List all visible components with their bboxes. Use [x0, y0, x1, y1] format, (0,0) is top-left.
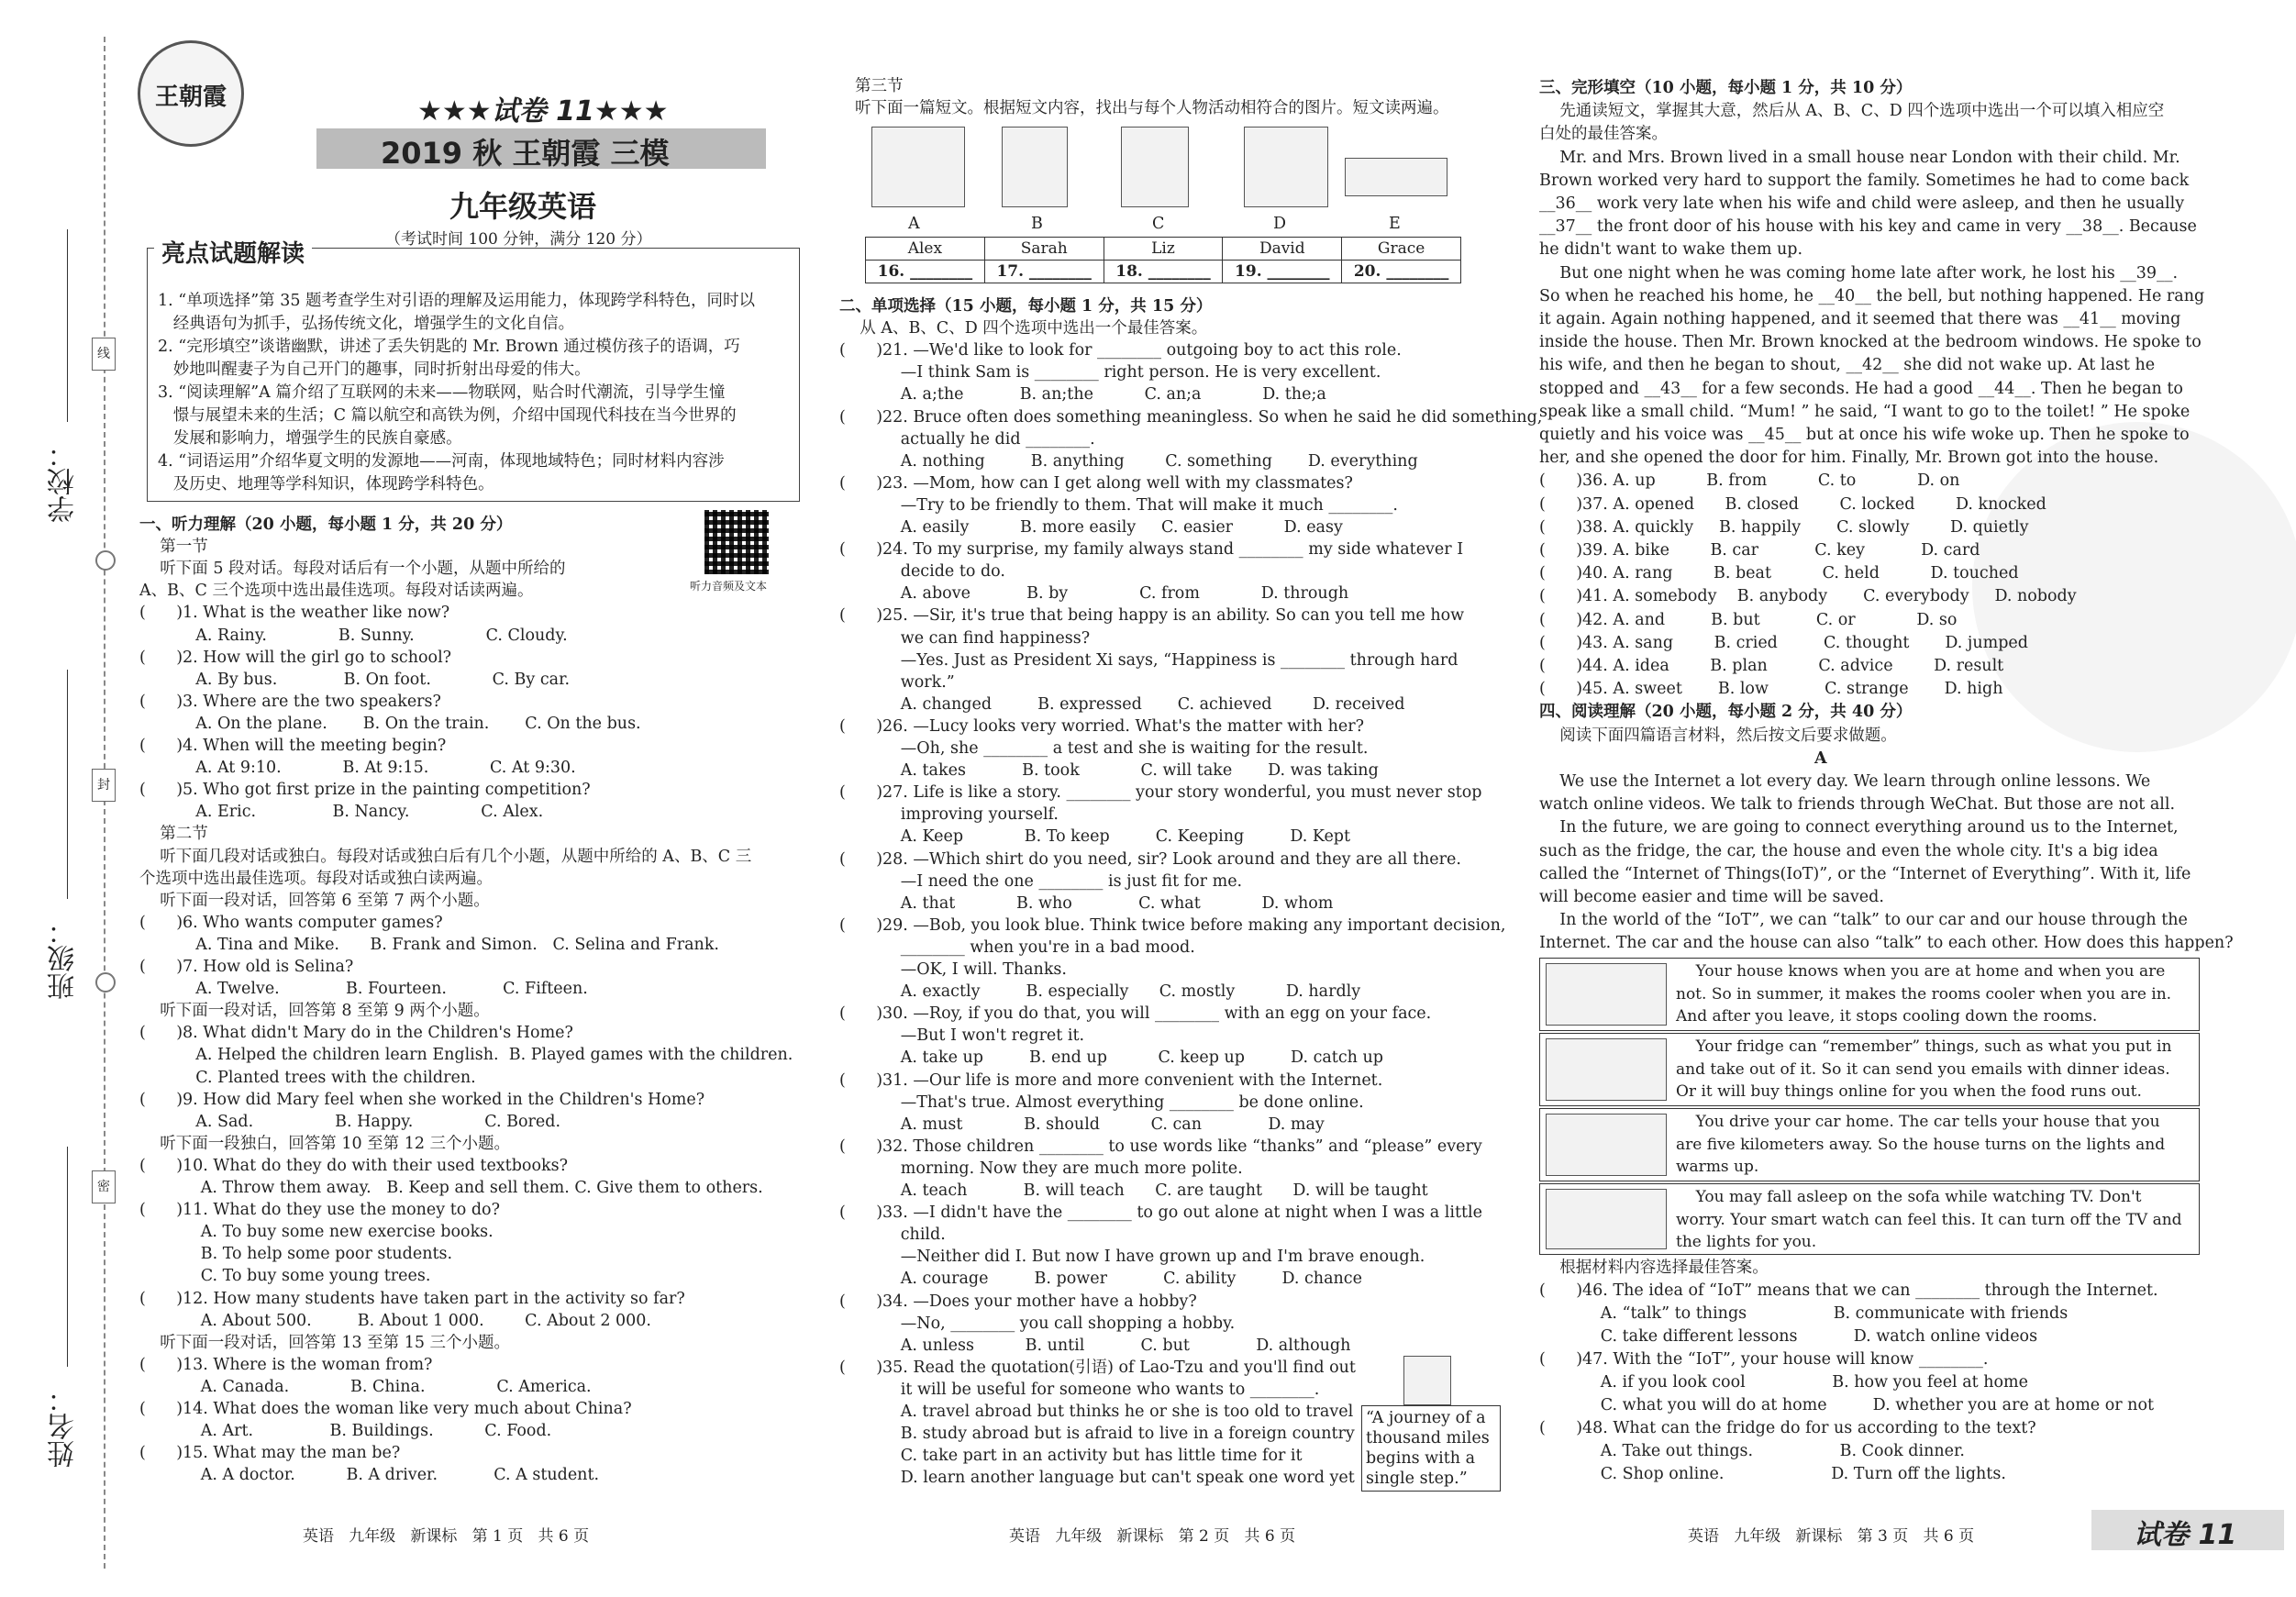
iot-line: And after you leave, it stops cooling down the rooms.	[1676, 1007, 2098, 1026]
picture-letter: A	[908, 215, 920, 233]
question-line: A. that B. who C. what D. whom	[839, 893, 1334, 913]
passage-line: ( )37. A. opened B. closed C. locked D. knocked	[1539, 494, 2046, 514]
picture-letter: B	[1031, 215, 1043, 233]
passage-line: ( )39. A. bike B. car C. key D. card	[1539, 541, 1980, 560]
text-line: 听下面一段对话，回答第 8 至第 9 两个小题。	[139, 1002, 490, 1021]
passage-line: 阅读下面四篇语言材料，然后按文后要求做题。	[1539, 726, 1897, 745]
lao-tzu-picture	[1403, 1356, 1451, 1405]
name-label: 姓名：	[48, 1385, 80, 1468]
question-line: —I need the one ________ is just fit for me.	[839, 871, 1243, 891]
question-line: ( )35. Read the quotation(引语) of Lao-Tzu and you'll find out	[839, 1358, 1356, 1377]
question-line: 二、单项选择（15 小题，每小题 1 分，共 15 分）	[839, 297, 1213, 316]
text-line: A. About 500. B. About 1 000. C. About 2 000.	[139, 1311, 651, 1330]
iot-line: Your fridge can “remember” things, such as what you put in	[1676, 1037, 2172, 1056]
school-field[interactable]	[67, 229, 68, 422]
seal-seal-mark: 封	[92, 769, 116, 802]
text-line: A. Rainy. B. Sunny. C. Cloudy.	[139, 626, 568, 645]
passage-line: In the world of the “IoT”, we can “talk” to our car and our house through the	[1539, 911, 2188, 930]
question-line: ( )33. —I didn't have the ________ to go out alone at night when I was a little	[839, 1203, 1483, 1223]
passage-line: But one night when he was coming home late after work, he lost his __39__.	[1539, 263, 2179, 283]
name-cell: Liz	[1104, 238, 1223, 261]
question-line: —No, ________ you call shopping a hobby.	[839, 1314, 1236, 1333]
text-line: 听下面一篇短文。根据短文内容，找出与每个人物活动相符合的图片。短文读两遍。	[855, 99, 1449, 117]
iot-picture	[1546, 1189, 1667, 1249]
seal-line-mark: 线	[92, 338, 116, 371]
passage-line: 四、阅读理解（20 小题，每小题 2 分，共 40 分）	[1539, 703, 1913, 722]
iot-panel	[1539, 1033, 2200, 1106]
school-label: 学校：	[48, 440, 80, 523]
text-line: A. On the plane. B. On the train. C. On the bus.	[139, 714, 641, 733]
text-line: 听下面一段对话，回答第 6 至第 7 两个小题。	[139, 891, 490, 910]
logo-seal	[138, 40, 244, 147]
question-line: ( )27. Life is like a story. ________ your story wonderful, you must never stop	[839, 783, 1482, 803]
text-line: A. Helped the children learn English. B. Played games with the children.	[139, 1046, 793, 1065]
quote-box	[1361, 1405, 1501, 1492]
highlight-line: 及历史、地理等学科知识，体现跨学科特色。	[158, 475, 494, 494]
question-line: morning. Now they are much more polite.	[839, 1159, 1243, 1178]
question-line: —I think Sam is ________ right person. He is very excellent.	[839, 363, 1381, 383]
text-line: ( )8. What didn't Mary do in the Children's Home?	[139, 1024, 573, 1043]
text-line: ( )13. Where is the woman from?	[139, 1355, 433, 1374]
text-line: 听下面一段对话，回答第 13 至第 15 三个小题。	[139, 1333, 511, 1352]
text-line: ( )5. Who got first prize in the painting competition?	[139, 781, 591, 800]
question-line: —Oh, she ________ a test and she is waiting for the result.	[839, 739, 1369, 758]
question-line: ( )29. —Bob, you look blue. Think twice before making any important decision,	[839, 915, 1506, 935]
highlight-line: 妙地叫醒妻子为自己开门的趣事，同时折射出母爱的伟大。	[158, 360, 591, 379]
iot-line: are five kilometers away. So the house turns on the lights and	[1676, 1135, 2166, 1154]
quote-line: single step.”	[1366, 1469, 1468, 1488]
cut-line	[104, 37, 105, 1569]
passage-line: ( )36. A. up B. from C. to D. on	[1539, 471, 1960, 491]
name-cell: Grace	[1342, 238, 1461, 261]
question-line: —Yes. Just as President Xi says, “Happiness is ________ through hard	[839, 650, 1459, 670]
passage-line: he didn't want to wake them up.	[1539, 240, 1803, 260]
question-line: ( )24. To my surprise, my family always stand ________ my side whatever I	[839, 540, 1464, 560]
quote-line: thousand miles	[1366, 1429, 1490, 1447]
passage-line: her, and she opened the door for him. Finally, Mr. Brown got into the house.	[1539, 449, 2159, 468]
punch-hole	[95, 550, 116, 571]
passage-line: such as the fridge, the car, the house and even the whole city. It's a big idea	[1539, 841, 2158, 860]
passage-line: Brown worked very hard to support the family. Sometimes he had to come back	[1539, 171, 2190, 190]
page-footer-1: 英语 九年级 新课标 第 1 页 共 6 页	[303, 1527, 590, 1546]
question-line: A. takes B. took C. will take D. was taking	[839, 761, 1379, 781]
text-line: A. A doctor. B. A driver. C. A student.	[139, 1466, 600, 1485]
question-line: —Try to be friendly to them. That will make it much ________.	[839, 495, 1398, 515]
text-line: ( )2. How will the girl go to school?	[139, 648, 452, 667]
iot-line: worry. Your smart watch can feel this. It can turn off the TV and	[1676, 1210, 2182, 1229]
passage-line: called the “Internet of Things(IoT)”, or the “Internet of Everything”. With it, life	[1539, 864, 2191, 883]
question-line: —That's true. Almost everything ________ be done online.	[839, 1092, 1364, 1112]
iot-line: You may fall asleep on the sofa while watching TV. Don't	[1676, 1188, 2142, 1206]
passage-line: ( )38. A. quickly B. happily C. slowly D. quietly	[1539, 517, 2029, 537]
text-line: ( )12. How many students have taken part in the activity so far?	[139, 1289, 685, 1308]
passage-line: watch online videos. We talk to friends through WeChat. But those are not all.	[1539, 795, 2176, 815]
question-line: —But I won't regret it.	[839, 1026, 1085, 1046]
passage-line: inside the house. Then Mr. Brown knocked at the bedroom windows. He spoke to	[1539, 333, 2202, 352]
picture-letter: D	[1273, 215, 1287, 233]
text-line: A、B、C 三个选项中选出最佳选项。每段对话读两遍。	[139, 582, 534, 601]
logo-text: 王朝霞	[154, 83, 227, 111]
name-field[interactable]	[67, 1147, 68, 1367]
text-line: ( )6. Who wants computer games?	[139, 913, 443, 932]
passage-line: ( )45. A. sweet B. low C. strange D. high	[1539, 680, 2003, 699]
passage-line: stopped and __43__ for a few seconds. He had a good __44__. Then he began to	[1539, 379, 2183, 398]
question-line: 根据材料内容选择最佳答案。	[1539, 1259, 1769, 1277]
exam-title: 2019 秋 王朝霞 三模	[381, 136, 670, 171]
highlight-line: 4. “词语运用”介绍华夏文明的发源地——河南，体现地域特色；同时材料内容涉	[158, 452, 725, 471]
exam-badge: ★★★试卷 11★★★	[417, 95, 669, 128]
text-line: ( )3. Where are the two speakers?	[139, 692, 441, 711]
text-line: A. Canada. B. China. C. America.	[139, 1377, 592, 1396]
name-cell: Alex	[866, 238, 985, 261]
question-line: A. take up B. end up C. keep up D. catch up	[839, 1048, 1383, 1068]
iot-line: You drive your car home. The car tells your house that you	[1676, 1113, 2160, 1131]
text-line: A. At 9:10. B. At 9:15. C. At 9:30.	[139, 759, 576, 778]
text-line: C. Planted trees with the children.	[139, 1068, 476, 1087]
question-line: ( )47. With the “IoT”, your house will know ________.	[1539, 1350, 1989, 1369]
question-line: ( )25. —Sir, it's true that being happy is an ability. So can you tell me how	[839, 606, 1465, 626]
text-line: B. To help some poor students.	[139, 1245, 453, 1264]
iot-line: not. So in summer, it makes the rooms cooler when you are in.	[1676, 984, 2172, 1004]
text-line: A. Sad. B. Happy. C. Bored.	[139, 1112, 561, 1131]
answer-cell[interactable]: 18. ________	[1104, 261, 1223, 283]
exam-time: （考试时间 100 分钟，满分 120 分）	[385, 230, 652, 249]
passage-line: ( )41. A. somebody B. anybody C. everybody D. nobody	[1539, 587, 2077, 606]
question-line: ( )28. —Which shirt do you need, sir? Look around and they are all there.	[839, 849, 1461, 869]
text-line: 听下面几段对话或独白。每段对话或独白后有几个小题，从题中所给的 A、B、C 三	[139, 847, 752, 866]
text-line: ( )11. What do they use the money to do?	[139, 1201, 500, 1220]
question-line: A. teach B. will teach C. are taught D. will be taught	[839, 1181, 1428, 1200]
passage-line: __36__ work very late when his wife and child were asleep, and then he usually	[1539, 194, 2185, 213]
text-line: A. Eric. B. Nancy. C. Alex.	[139, 803, 544, 822]
question-line: actually he did ________.	[839, 429, 1095, 449]
highlight-line: 发展和影响力，增强学生的民族自豪感。	[158, 429, 462, 448]
passage-line: In the future, we are going to connect everything around us to the Internet,	[1539, 818, 2179, 837]
question-line: D. learn another language but can't speak one word yet	[839, 1469, 1355, 1488]
text-line: A. Twelve. B. Fourteen. C. Fifteen.	[139, 980, 588, 999]
question-line: A. Take out things. B. Cook dinner.	[1539, 1442, 1965, 1460]
question-line: —OK, I will. Thanks.	[839, 960, 1067, 979]
text-line: A. Art. B. Buildings. C. Food.	[139, 1422, 552, 1441]
quote-line: begins with a	[1366, 1449, 1476, 1468]
iot-picture	[1546, 963, 1667, 1026]
passage-line: ( )43. A. sang B. cried C. thought D. jumped	[1539, 633, 2028, 652]
question-line: ( )34. —Does your mother have a hobby?	[839, 1292, 1197, 1311]
passage-line: will become easier and time will be saved.	[1539, 888, 1884, 906]
iot-line: the lights for you.	[1676, 1233, 1817, 1251]
picture-e	[1345, 158, 1447, 196]
passage-line: quietly and his voice was __45__ but at once his wife woke up. Then he spoke to	[1539, 426, 2190, 444]
name-cell: Sarah	[984, 238, 1104, 261]
highlights-title: 亮点试题解读	[154, 235, 312, 269]
passage-line: ( )44. A. idea B. plan C. advice D. result	[1539, 657, 2004, 675]
highlight-line: 3. “阅读理解”A 篇介绍了互联网的未来——物联网，贴合时代潮流，引导学生憧	[158, 383, 726, 402]
picture-b	[1002, 127, 1068, 207]
class-field[interactable]	[67, 670, 68, 899]
question-line: ( )32. Those children ________ to use words like “thanks” and “please” every	[839, 1137, 1482, 1156]
question-line: A. travel abroad but thinks he or she is too old to travel	[839, 1403, 1354, 1421]
question-line: A. Keep B. To keep C. Keeping D. Kept	[839, 827, 1351, 847]
punch-hole	[95, 972, 116, 993]
question-line: A. “talk” to things B. communicate with friends	[1539, 1304, 2069, 1323]
picture-a	[871, 127, 965, 207]
question-line: A. unless B. until C. but D. although	[839, 1336, 1351, 1355]
question-line: A. must B. should C. can D. may	[839, 1115, 1325, 1134]
question-line: ( )30. —Roy, if you do that, you will ________ with an egg on your face.	[839, 1004, 1432, 1024]
question-line: ( )46. The idea of “IoT” means that we can ________ through the Internet.	[1539, 1281, 2158, 1300]
passage-line: So when he reached his home, he __40__ the bell, but nothing happened. He rang	[1539, 286, 2205, 305]
picture-c	[1121, 127, 1189, 207]
question-line: ( )48. What can the fridge do for us according to the text?	[1539, 1419, 2036, 1437]
page-footer-2: 英语 九年级 新课标 第 2 页 共 6 页	[1009, 1527, 1296, 1546]
text-line: ( )7. How old is Selina?	[139, 958, 354, 976]
quote-line: “A journey of a	[1366, 1409, 1486, 1427]
passage-line: 先通读短文，掌握其大意，然后从 A、B、C、D 四个选项中选出一个可以填入相应空	[1539, 102, 2165, 121]
question-line: ( )31. —Our life is more and more convenient with the Internet.	[839, 1070, 1383, 1090]
question-line: ( )23. —Mom, how can I get along well with my classmates?	[839, 473, 1353, 493]
question-line: work.”	[839, 672, 955, 692]
text-line: 第一节	[139, 538, 208, 557]
question-line: decide to do.	[839, 562, 1005, 582]
question-line: ( )21. —We'd like to look for ________ outgoing boy to act this role.	[839, 341, 1402, 360]
text-line: ( )10. What do they do with their used textbooks?	[139, 1156, 568, 1175]
passage-line: 三、完形填空（10 小题，每小题 1 分，共 10 分）	[1539, 79, 1913, 97]
question-line: C. take part in an activity but has little time for it	[839, 1447, 1303, 1466]
highlight-line: 憬与展望未来的生活；C 篇以航空和高铁为例，介绍中国现代科技在当今世界的	[158, 406, 737, 425]
text-line: ( )1. What is the weather like now?	[139, 604, 450, 623]
text-line: C. To buy some young trees.	[139, 1267, 431, 1286]
passage-line: We use the Internet a lot every day. We learn through online lessons. We	[1539, 772, 2151, 791]
page-footer-3: 英语 九年级 新课标 第 3 页 共 6 页	[1688, 1527, 1975, 1546]
answer-cell[interactable]: 17. ________	[984, 261, 1104, 283]
passage-line: speak like a small child. “Mum! ” he said, “I want to go to the toilet! ” He spoke	[1539, 402, 2191, 421]
passage-line: A	[1814, 749, 1827, 768]
highlight-line: 1. “单项选择”第 35 题考查学生对引语的理解及运用能力，体现跨学科特色，同时以	[158, 292, 756, 310]
passage-line: __37__ the front door of his house with his key and came in very __38__. Because	[1539, 217, 2197, 237]
answer-cell[interactable]: 16. ________	[866, 261, 985, 283]
name-cell: David	[1223, 238, 1342, 261]
iot-picture	[1546, 1114, 1667, 1176]
picture-letter: C	[1152, 215, 1165, 233]
question-line: A. exactly B. especially C. mostly D. hardly	[839, 982, 1361, 1002]
iot-panel	[1539, 1183, 2200, 1255]
passage-line: it again. Again nothing happened, and it seemed that there was __41__ moving	[1539, 310, 2181, 328]
question-line: ________ when you're in a bad mood.	[839, 937, 1195, 957]
text-line: ( )4. When will the meeting begin?	[139, 737, 447, 755]
passage-line: 白处的最佳答案。	[1539, 125, 1668, 144]
text-line: 第三节	[855, 77, 904, 95]
text-line: 听下面 5 段对话。每段对话后有一个小题，从题中所给的	[139, 560, 566, 579]
question-line: child.	[839, 1225, 946, 1245]
question-line: we can find happiness?	[839, 628, 1091, 648]
text-line: 个选项中选出最佳选项。每段对话或独白读两遍。	[139, 869, 493, 888]
iot-line: Or it will buy things online for you when the food runs out.	[1676, 1082, 2142, 1101]
text-line: ( )14. What does the woman like very much about China?	[139, 1400, 632, 1418]
text-line: A. By bus. B. On foot. C. By car.	[139, 670, 571, 689]
question-line: it will be useful for someone who wants to ________.	[839, 1380, 1320, 1399]
question-line: C. Shop online. D. Turn off the lights.	[1539, 1465, 2006, 1483]
iot-picture	[1546, 1038, 1667, 1101]
question-line: A. nothing B. anything C. something D. everything	[839, 451, 1418, 471]
picture-letter: E	[1389, 215, 1401, 233]
question-line: C. take different lessons D. watch online videos	[1539, 1327, 2038, 1346]
text-line: A. To buy some new exercise books.	[139, 1223, 494, 1242]
question-line: ( )22. Bruce often does something meaningless. So when he said he did something,	[839, 407, 1543, 427]
answer-cell[interactable]: 19. ________	[1223, 261, 1342, 283]
class-label: 班级：	[48, 917, 80, 1000]
text-line: ( )15. What may the man be?	[139, 1444, 401, 1463]
question-line: A. changed B. expressed C. achieved D. received	[839, 694, 1405, 714]
passage-line: ( )40. A. rang B. beat C. held D. touched	[1539, 564, 2019, 583]
passage-line: Mr. and Mrs. Brown lived in a small house near London with their child. Mr.	[1539, 148, 2180, 167]
subject-title: 九年级英语	[449, 189, 597, 224]
footer-badge: 试卷 11	[2134, 1519, 2237, 1551]
highlight-line: 经典语句为抓手，弘扬传统文化，增强学生的文化自信。	[158, 315, 575, 333]
passage-line: ( )42. A. and B. but C. or D. so	[1539, 610, 1958, 629]
iot-line: warms up.	[1676, 1158, 1759, 1176]
iot-line: Your house knows when you are at home and when you are	[1676, 962, 2166, 981]
question-line: A. a;the B. an;the C. an;a D. the;a	[839, 385, 1326, 405]
question-line: A. easily B. more easily C. easier D. easy	[839, 518, 1343, 537]
question-line: improving yourself.	[839, 805, 1059, 825]
question-line: ( )26. —Lucy looks very worried. What's the matter with her?	[839, 716, 1364, 736]
qr-code[interactable]	[704, 510, 769, 574]
text-line: 一、听力理解（20 小题，每小题 1 分，共 20 分）	[139, 516, 513, 534]
question-line: B. study abroad but is afraid to live in a foreign country	[839, 1425, 1355, 1444]
iot-panel	[1539, 1108, 2200, 1181]
text-line: 听下面一段独白，回答第 10 至第 12 三个小题。	[139, 1134, 511, 1153]
seal-secret-mark: 密	[92, 1170, 116, 1203]
binding-gutter	[0, 0, 128, 1597]
question-line: —Neither did I. But now I have grown up and I'm brave enough.	[839, 1248, 1425, 1267]
iot-line: and take out of it. So it can send you emails with dinner ideas.	[1676, 1059, 2170, 1079]
text-line: ( )9. How did Mary feel when she worked in the Children's Home?	[139, 1090, 705, 1109]
answer-cell[interactable]: 20. ________	[1342, 261, 1461, 283]
question-line: 从 A、B、C、D 四个选项中选出一个最佳答案。	[839, 319, 1208, 338]
question-line: C. what you will do at home D. whether you are at home or not	[1539, 1396, 2155, 1414]
passage-line: Internet. The car and the house can also “talk” to each other. How does this happen?	[1539, 934, 2234, 953]
question-line: A. if you look cool B. how you feel at home	[1539, 1373, 2029, 1392]
question-line: A. courage B. power C. ability D. chance	[839, 1270, 1362, 1289]
text-line: A. Tina and Mike. B. Frank and Simon. C. Selina and Frank.	[139, 935, 719, 954]
matching-table	[865, 237, 1461, 283]
highlight-line: 2. “完形填空”谈谐幽默，讲述了丢失钥匙的 Mr. Brown 通过模仿孩子的语调，巧	[158, 338, 740, 356]
picture-d	[1244, 127, 1328, 207]
text-line: 第二节	[139, 825, 208, 844]
text-line: A. Throw them away. B. Keep and sell them. C. Give them to others.	[139, 1179, 763, 1197]
passage-line: his wife, and then he began to shout, __42__ she did not wake up. At last he	[1539, 356, 2156, 375]
qr-caption: 听力音频及文本	[690, 580, 768, 593]
iot-panel	[1539, 958, 2200, 1031]
question-line: A. above B. by C. from D. through	[839, 584, 1349, 604]
